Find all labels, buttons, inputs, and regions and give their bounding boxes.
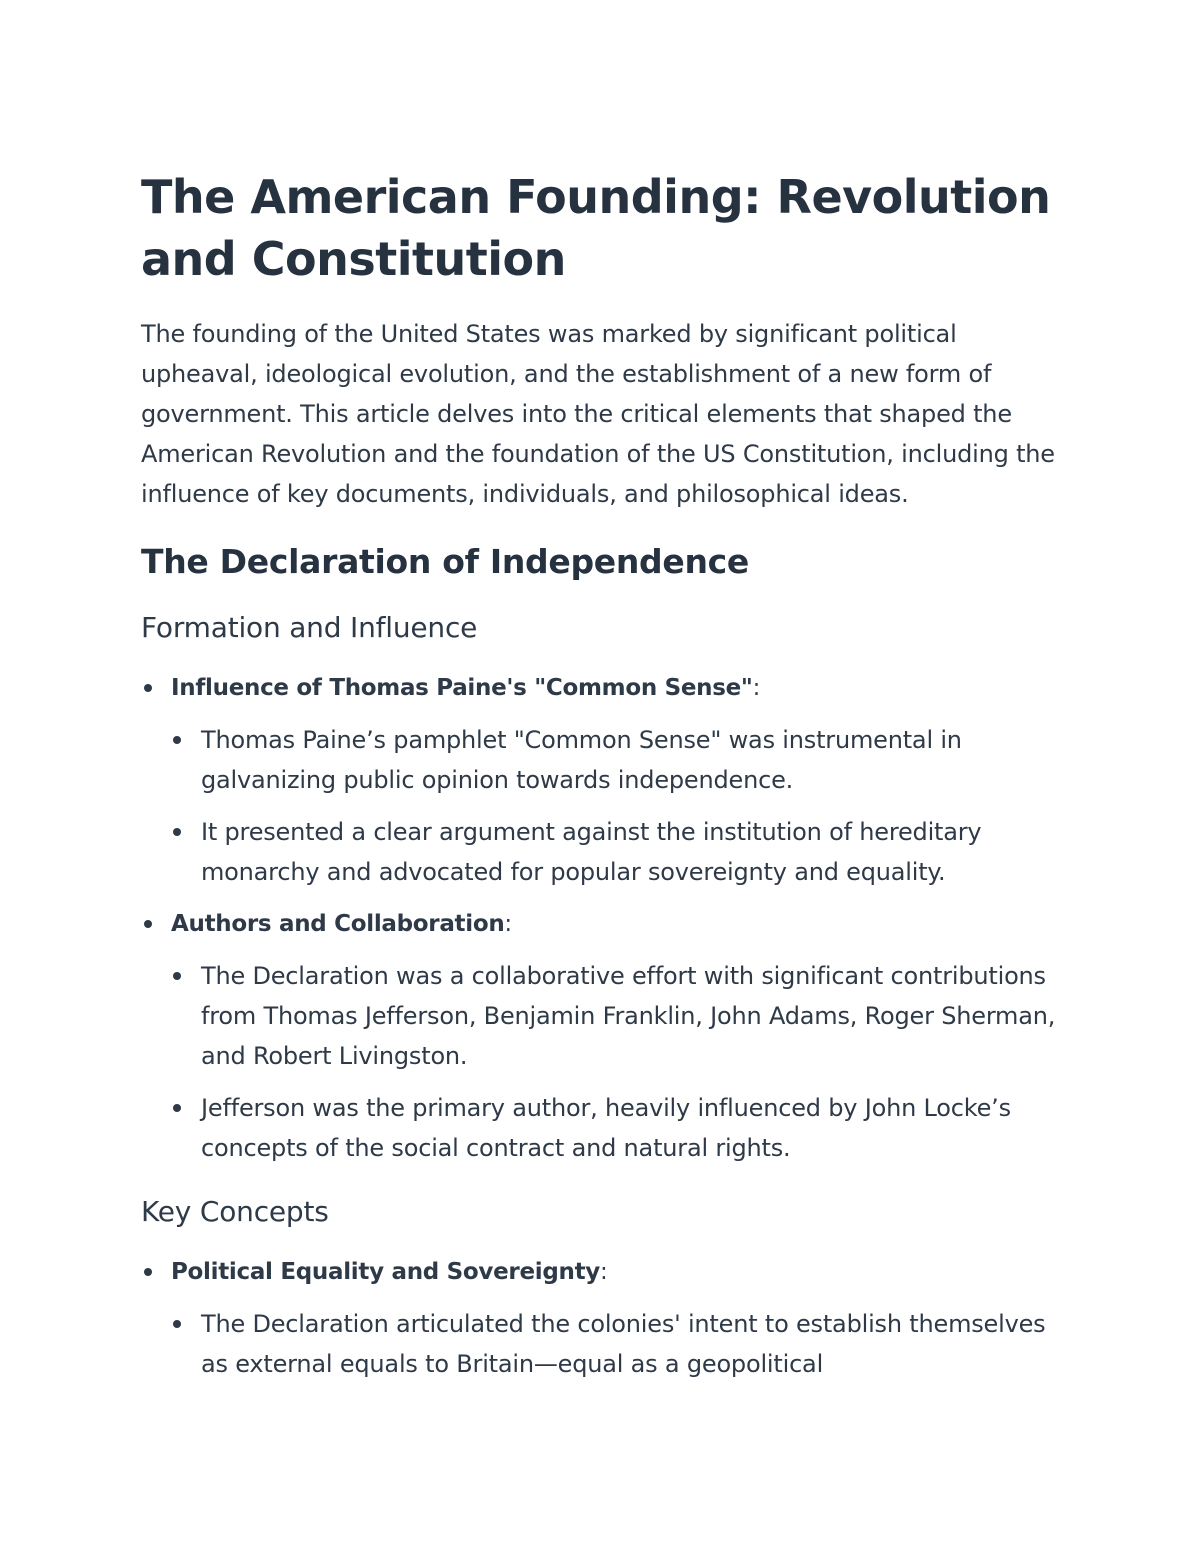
nested-list-item [171, 1304, 1061, 1384]
list-item-colon: : [504, 911, 512, 937]
bullet-list [141, 668, 1061, 1168]
bullet-icon [144, 684, 152, 692]
bullet-icon [144, 920, 152, 928]
list-item [141, 904, 1061, 1168]
nested-bullet-list [171, 956, 1061, 1168]
bullet-icon [173, 828, 181, 836]
nested-list-item-text: The Declaration was a collaborative effort with significant contributions from Thomas Jefferson, Benjamin Franklin, John Adams, Roger Sherman, and Robert Livingston. [201, 962, 1056, 1070]
nested-bullet-list [171, 1304, 1061, 1384]
intro-paragraph: The founding of the United States was marked by significant political upheaval, ideological evolution, and the establishment of a new form of government. This article delves into the critical elements that shaped the American Revolution and the foundation of the US Constitution, including the influence of key documents, individuals, and philosophical ideas. [141, 320, 1055, 508]
nested-list-item [171, 812, 1061, 892]
nested-list-item [171, 956, 1061, 1076]
list-item [141, 1252, 1061, 1384]
list-item-label: Authors and Collaboration [171, 911, 505, 937]
list-item-heading [171, 1252, 1061, 1292]
list-item-colon: : [599, 1259, 608, 1285]
nested-list-item-text: It presented a clear argument against the institution of hereditary monarchy and advocated for popular sovereignty and equality. [201, 818, 982, 886]
subsection-heading: Formation and Influence [141, 611, 478, 644]
list-item-label: Political Equality and Sovereignty [171, 1259, 600, 1285]
list-item [141, 668, 1061, 892]
nested-list-item-text: Thomas Paine’s pamphlet "Common Sense" was instrumental in galvanizing public opinion towards independence. [201, 726, 962, 794]
bullet-icon [144, 1268, 152, 1276]
bullet-icon [173, 736, 181, 744]
nested-list-item-text: The Declaration articulated the colonies' intent to establish themselves as external equals to Britain—equal as a geopolitical [201, 1310, 1046, 1378]
bullet-icon [173, 972, 181, 980]
nested-bullet-list [171, 720, 1061, 892]
list-item-label: Influence of Thomas Paine's "Common Sense" [171, 675, 753, 701]
bullet-icon [173, 1320, 181, 1328]
subsection-heading: Key Concepts [141, 1195, 329, 1228]
bullet-icon [173, 1104, 181, 1112]
list-item-colon: : [752, 675, 761, 701]
nested-list-item [171, 720, 1061, 800]
section-heading: The Declaration of Independence [141, 542, 750, 581]
nested-list-item-text: Jefferson was the primary author, heavily influenced by John Locke’s concepts of the social contract and natural rights. [201, 1094, 1011, 1162]
page-title: The American Founding: Revolution and Constitution [141, 170, 1051, 286]
list-item-heading [171, 668, 1061, 708]
nested-list-item [171, 1088, 1061, 1168]
list-item-heading [171, 904, 1061, 944]
document-page [141, 166, 1061, 1384]
bullet-list [141, 1252, 1061, 1384]
